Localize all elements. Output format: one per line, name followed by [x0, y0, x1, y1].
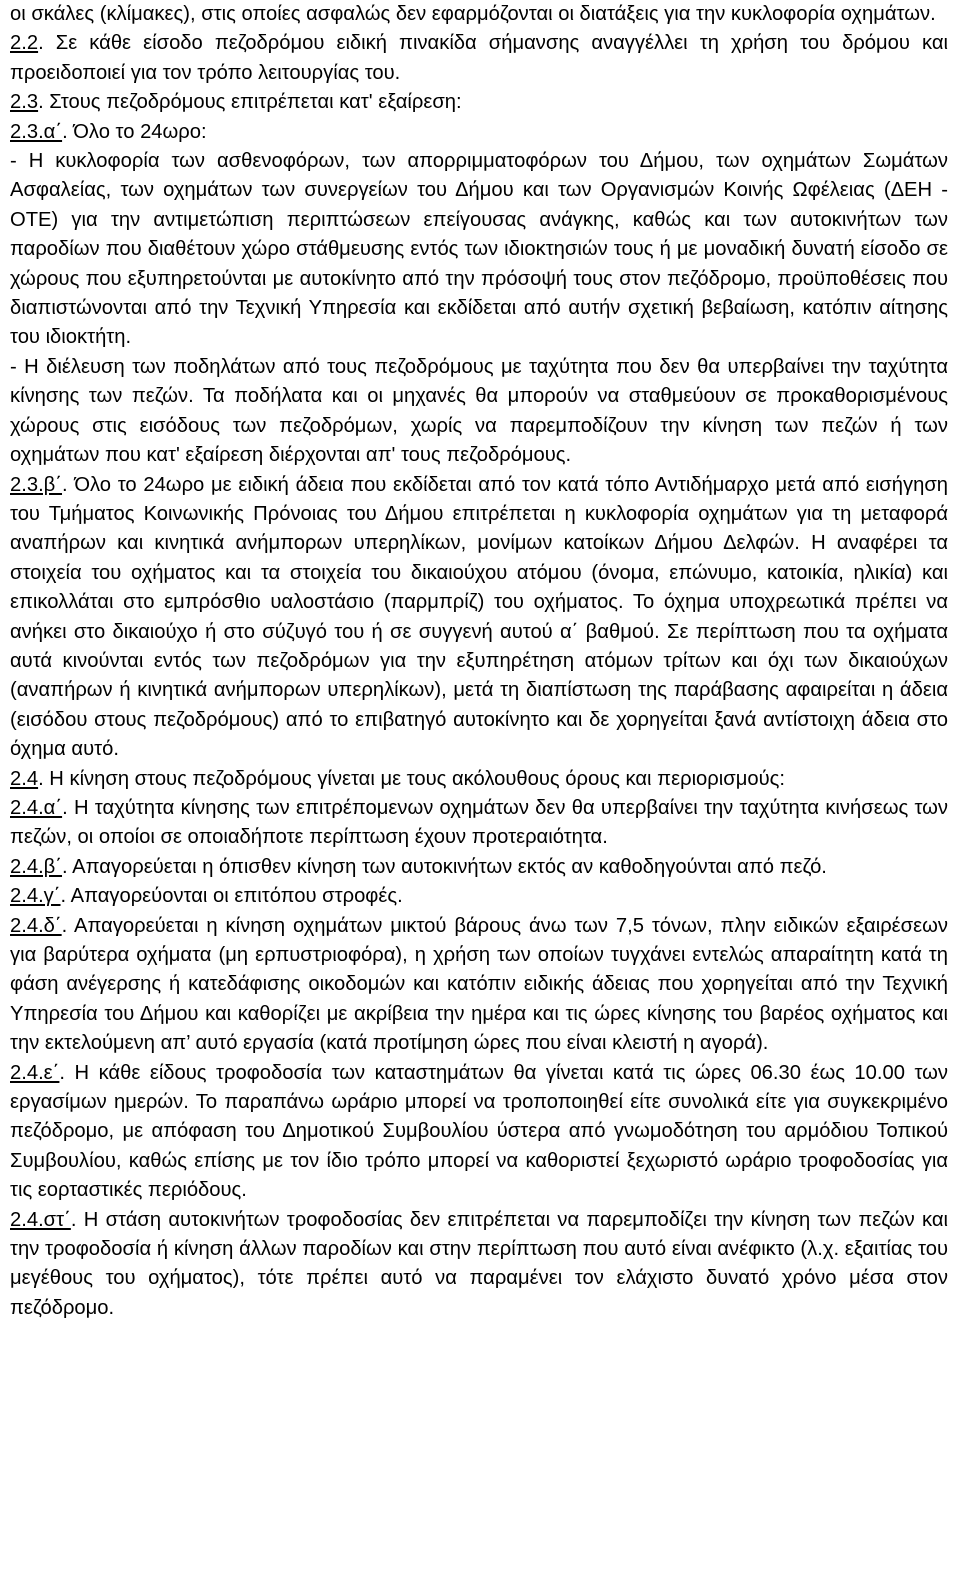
- paragraph-text: . Όλο το 24ωρο με ειδική άδεια που εκδίδεται από τον κατά τόπο Αντιδήμαρχο μετά από εισήγηση του Τμήματος Κοινωνικής Πρόνοιας του Δήμου επιτρέπεται η κυκλοφορία οχημάτων για τη μεταφορά αναπήρων και κινητικά ανήμπορων υπερηλίκων, μονίμων κατοίκων Δήμου Δελφών. Η αναφέρει τα στοιχεία του οχήματος και τα στοιχεία του δικαιούχου ατόμου (όνομα, επώνυμο, κατοικία, ηλικία) και επικολλάται στο εμπρόσθιο υαλοστάσιο (παρμπρίζ) του οχήματος. Το όχημα υποχρεωτικά πρέπει να ανήκει στο δικαιούχο ή στο σύζυγό του ή σε συγγενή αυτού α΄ βαθμού. Σε περίπτωση που τα οχήματα αυτά κινούνται εντός των πεζοδρόμων για την εξυπηρέτηση ατόμων τρίτων και όχι των δικαιούχων (αναπήρων ή κινητικά ανήμπορων υπερηλίκων), μετά τη διαπίστωση της παράβασης αφαιρείται η άδεια (εισόδου στους πεζοδρόμους) από το επιβατηγό αυτοκίνητο και δε χορηγείται ξανά αντίστοιχη άδεια στο όχημα αυτό.: [10, 473, 948, 761]
- paragraph-text: - Η κυκλοφορία των ασθενοφόρων, των απορριμματοφόρων του Δήμου, των οχημάτων Σωμάτων Ασφαλείας, των οχημάτων των συνεργείων του Δήμου και των Οργανισμών Κοινής Ωφέλειας (ΔΕΗ - ΟΤΕ) για την αντιμετώπιση περιπτώσεων επείγουσας ανάγκης, καθώς και των αυτοκινήτων των παροδίων που διαθέτουν χώρο στάθμευσης εντός των ιδιοκτησιών τους ή με μοναδική δυνατή είσοδο σε χώρους που εξυπηρετούνται με αυτοκίνητο από την πρόσοψή τους στον πεζόδρομο, προϋποθέσεις που διαπιστώνονται από την Τεχνική Υπηρεσία και εκδίδεται από αυτήν σχετική βεβαίωση, κατόπιν αίτησης του ιδιοκτήτη.: [10, 150, 948, 349]
- paragraph: [10, 147, 948, 353]
- section-number: 2.3: [10, 91, 39, 114]
- paragraph-text: . Απαγορεύονται οι επιτόπου στροφές.: [60, 885, 403, 908]
- paragraph-text: - Η διέλευση των ποδηλάτων από τους πεζοδρόμους με ταχύτητα που δεν θα υπερβαίνει την ταχύτητα κίνησης των πεζών. Τα ποδήλατα και οι μηχανές θα μπορούν να σταθμεύουν σε προκαθορισμένους χώρους στις εισόδους των πεζοδρόμων, χωρίς να παρεμποδίζουν την κίνηση των πεζών ή των οχημάτων που κατ' εξαίρεση διέρχονται απ' τους πεζοδρόμους.: [10, 355, 948, 467]
- section-number: 2.4.στ΄: [10, 1208, 71, 1231]
- paragraph: [10, 1059, 948, 1206]
- paragraph: [10, 29, 948, 88]
- paragraph-text: . Η στάση αυτοκινήτων τροφοδοσίας δεν επιτρέπεται να παρεμποδίζει την κίνηση των πεζών και την τροφοδοσία ή κίνηση άλλων παροδίων και στην περίπτωση που αυτό είναι ανέφικτο (λ.χ. εξαιτίας του μεγέθους του οχήματος), τότε πρέπει αυτό να παραμένει τον ελάχιστο δυνατό χρόνο μέσα στον πεζόδρομο.: [10, 1208, 948, 1319]
- paragraph-text: . Απαγορεύεται η όπισθεν κίνηση των αυτοκινήτων εκτός αν καθοδηγούνται από πεζό.: [62, 855, 827, 878]
- paragraph: [10, 1206, 948, 1324]
- section-number: 2.4: [10, 767, 39, 790]
- paragraph-text: . Η κάθε είδους τροφοδοσία των καταστημάτων θα γίνεται κατά τις ώρες 06.30 έως 10.00 των εργασίμων ημερών. Το παραπάνω ωράριο μπορεί να τροποποιηθεί είτε συνολικά είτε για συγκεκριμένο πεζόδρομο, με απόφαση του Δημοτικού Συμβουλίου ύστερα από γνωμοδότηση του αρμόδιου Τοπικού Συμβουλίου, καθώς επίσης με τον ίδιο τρόπο μπορεί να καθοριστεί ξεχωριστό ωράριο τροφοδοσίας για τις εορταστικές περιόδους.: [10, 1061, 948, 1202]
- section-number: 2.4.γ΄: [10, 885, 61, 908]
- paragraph: [10, 118, 948, 147]
- section-number: 2.2: [10, 32, 39, 55]
- paragraph: [10, 0, 948, 29]
- paragraph-text: . Η ταχύτητα κίνησης των επιτρέπομενων οχημάτων δεν θα υπερβαίνει την ταχύτητα κινήσεως των πεζών, οι οποίοι σε οποιαδήποτε περίπτωση έχουν προτεραιότητα.: [10, 796, 948, 849]
- paragraph-text: . Σε κάθε είσοδο πεζοδρόμου ειδική πινακίδα σήμανσης αναγγέλλει τη χρήση του δρόμου και προειδοποιεί για τον τρόπο λειτουργίας του.: [10, 32, 948, 84]
- paragraph: [10, 912, 948, 1059]
- paragraph-text: . Στους πεζοδρόμους επιτρέπεται κατ' εξαίρεση:: [38, 91, 462, 114]
- paragraph: [10, 882, 948, 911]
- section-number: 2.3.α΄: [10, 120, 63, 143]
- paragraph: [10, 794, 948, 853]
- paragraph-text: . Η κίνηση στους πεζοδρόμους γίνεται με τους ακόλουθους όρους και περιορισμούς:: [38, 767, 785, 790]
- section-number: 2.4.ε΄: [10, 1061, 60, 1084]
- section-number: 2.4.β΄: [10, 855, 63, 878]
- paragraph: [10, 471, 948, 765]
- paragraph: [10, 853, 948, 882]
- paragraph-text: . Απαγορεύεται η κίνηση οχημάτων μικτού βάρους άνω των 7,5 τόνων, πλην ειδικών εξαιρέσεων για βαρύτερα οχήματα (μη ερπυστριοφόρα), η χρήση των οποίων τυγχάνει εντελώς απαραίτητη κατά τη φάση ανέγερσης ή κατεδάφισης οικοδομών και κατόπιν ειδικής άδειας που χορηγείται από την Τεχνική Υπηρεσία του Δήμου και καθορίζει με ακρίβεια την ημέρα και τις ώρες κίνησης του βαρέος οχήματος και την εκτελούμενη απ’ αυτό εργασία (κατά προτίμηση ώρες που είναι κλειστή η αγορά).: [10, 914, 948, 1055]
- paragraph: [10, 353, 948, 471]
- section-number: 2.3.β΄: [10, 473, 63, 496]
- paragraph: [10, 765, 948, 794]
- paragraph-text: . Όλο το 24ωρο:: [62, 120, 207, 143]
- paragraph: [10, 88, 948, 117]
- section-number: 2.4.δ΄: [10, 914, 62, 937]
- section-number: 2.4.α΄: [10, 796, 63, 819]
- paragraph-text: οι σκάλες (κλίμακες), στις οποίες ασφαλώς δεν εφαρμόζονται οι διατάξεις για την κυκλοφορία οχημάτων.: [10, 3, 936, 25]
